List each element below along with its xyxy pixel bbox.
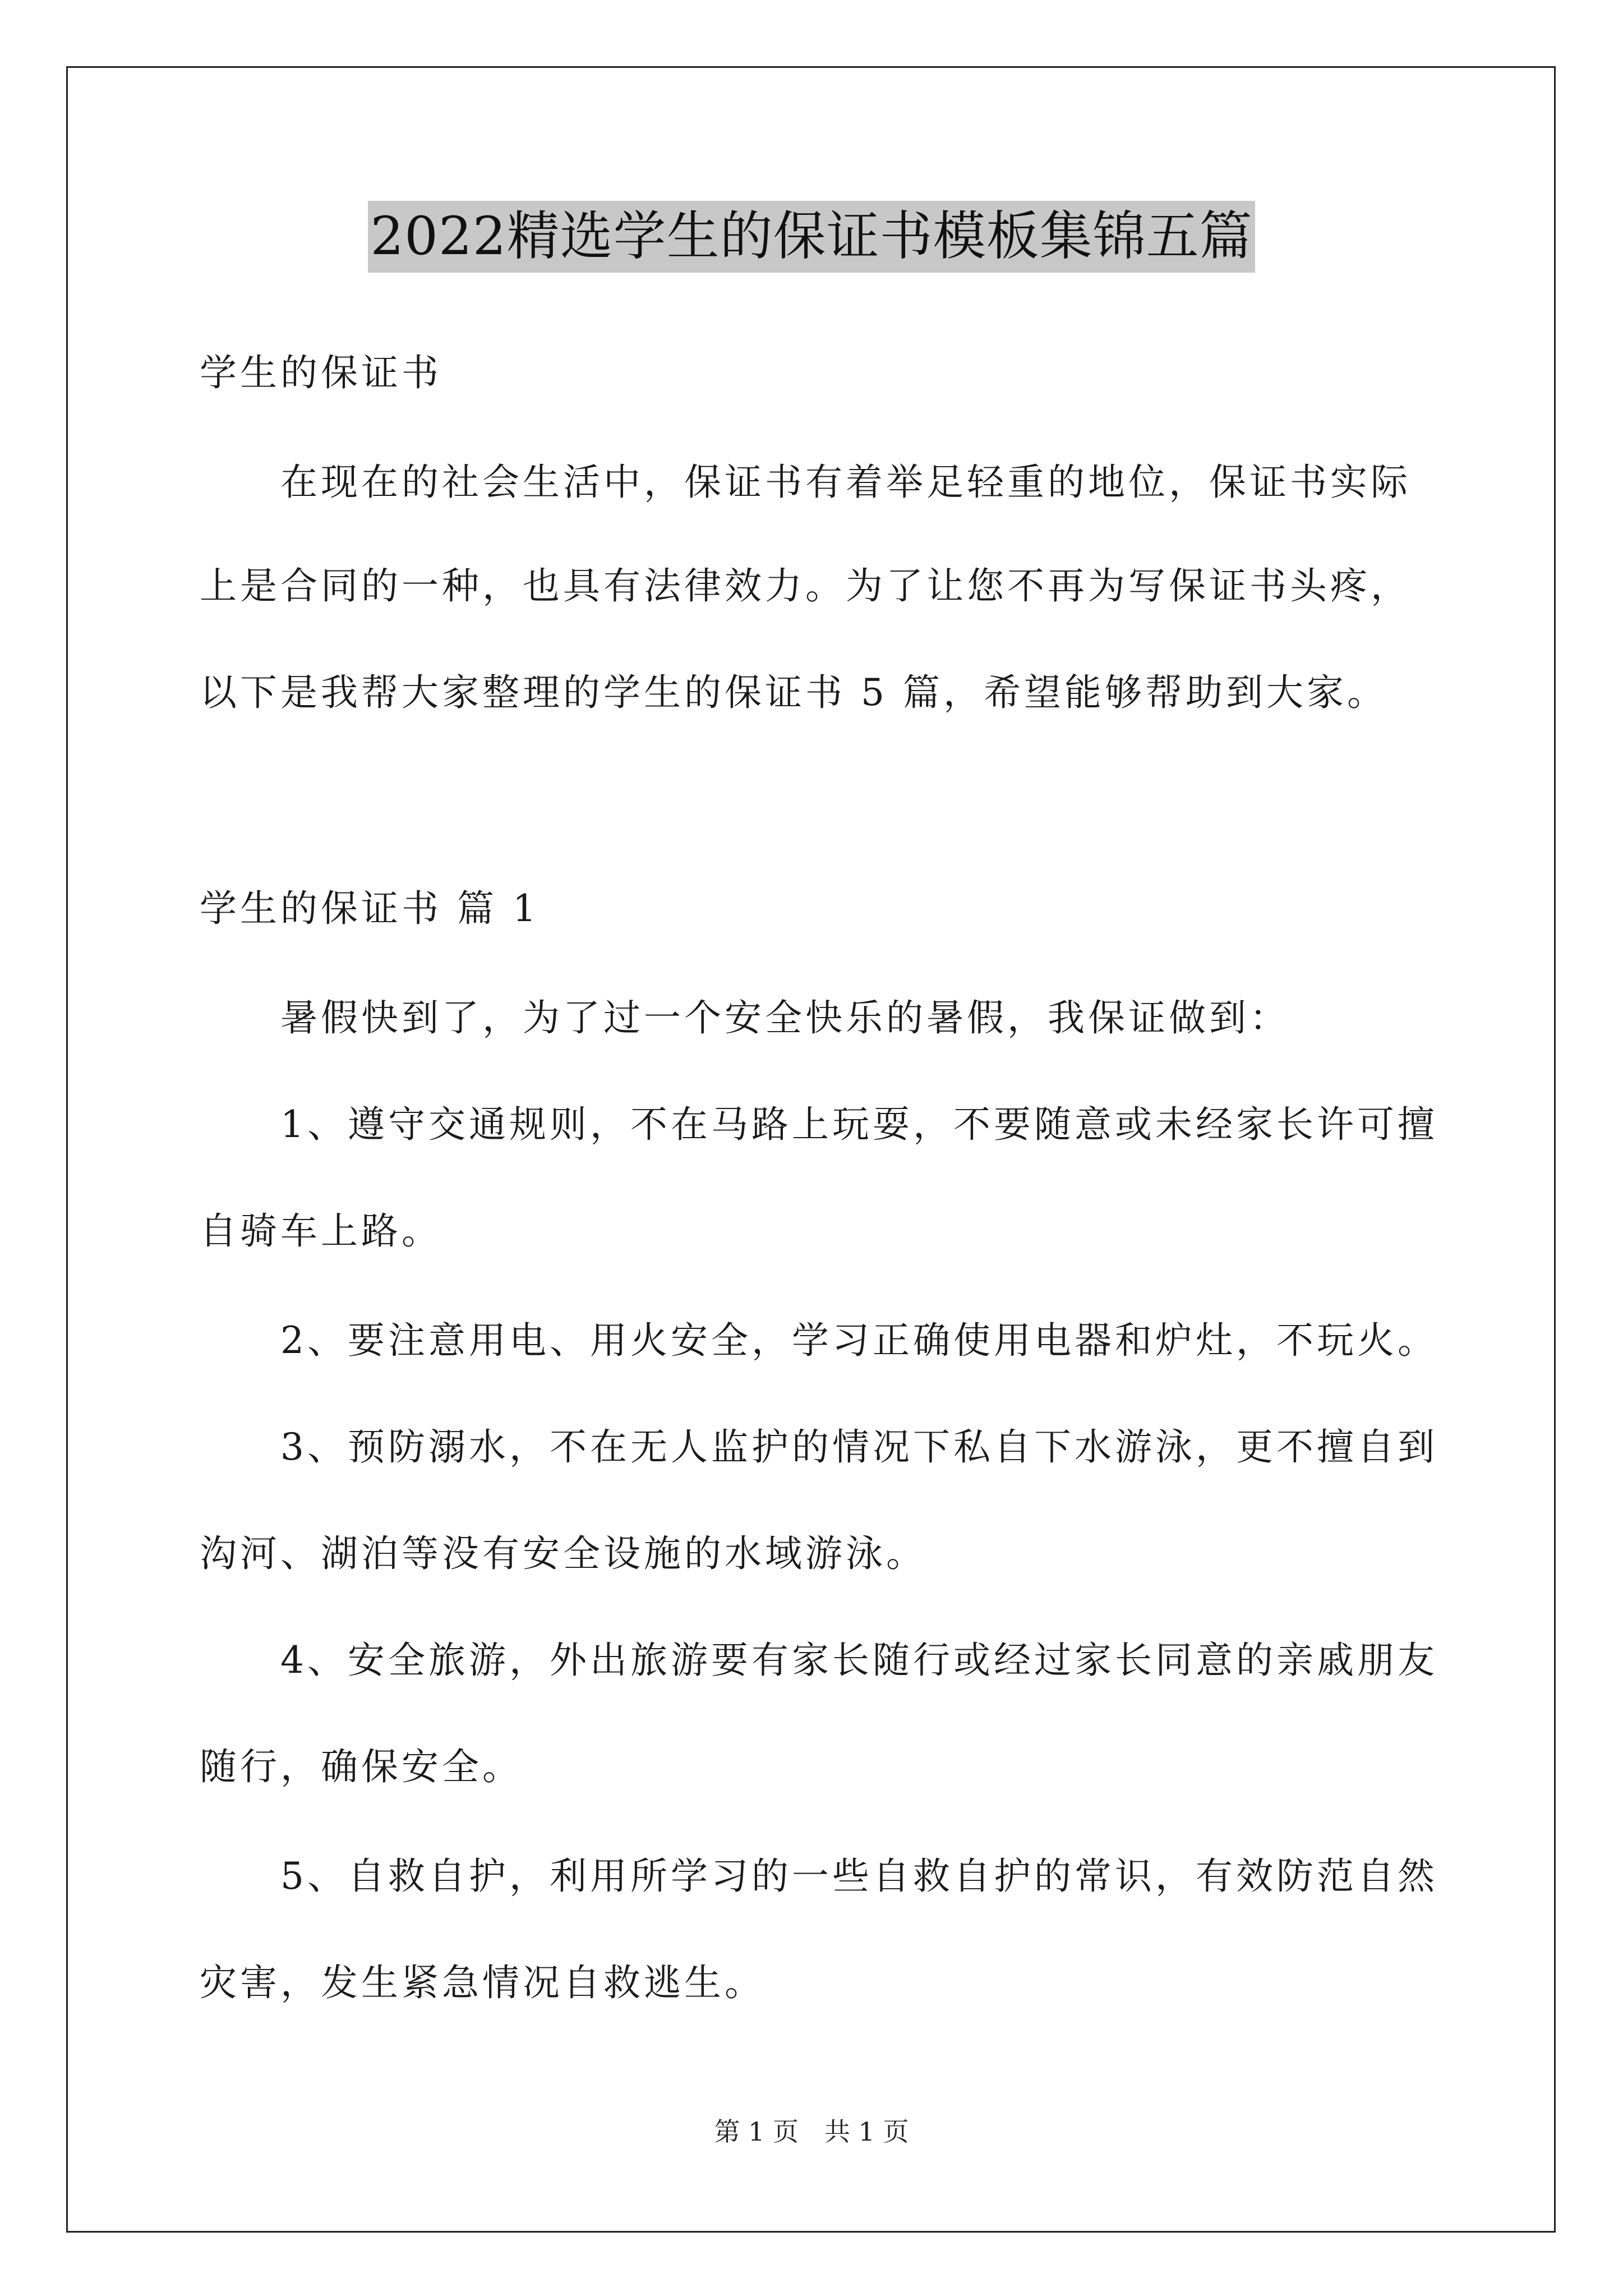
- intro-paragraph-line: 在现在的社会生活中，保证书有着举足轻重的地位，保证书实际: [280, 461, 1411, 504]
- list-item-5-line: 5、自救自护，利用所学习的一些自救自护的常识，有效防范自然: [280, 1855, 1438, 1898]
- document-title: 2022精选学生的保证书模板集锦五篇: [368, 201, 1255, 273]
- list-item-4-line: 随行，确保安全。: [200, 1745, 523, 1788]
- page-footer: 第 1 页 共 1 页: [714, 2116, 909, 2147]
- title-container: [0, 201, 1623, 273]
- list-item-4-line: 4、安全旅游，外出旅游要有家长随行或经过家长同意的亲戚朋友: [280, 1639, 1438, 1682]
- body-paragraph-line: 暑假快到了，为了过一个安全快乐的暑假，我保证做到：: [280, 996, 1290, 1039]
- intro-paragraph-line: 以下是我帮大家整理的学生的保证书 5 篇，希望能够帮助到大家。: [200, 671, 1387, 714]
- list-item-1-line: 自骑车上路。: [200, 1209, 442, 1253]
- list-item-1-line: 1、遵守交通规则，不在马路上玩耍，不要随意或未经家长许可擅: [280, 1103, 1438, 1146]
- list-item-3-line: 3、预防溺水，不在无人监护的情况下私自下水游泳，更不擅自到: [280, 1425, 1438, 1469]
- intro-heading: 学生的保证书: [200, 351, 442, 394]
- list-item-2-line: 2、要注意用电、用火安全，学习正确使用电器和炉灶，不玩火。: [280, 1319, 1438, 1362]
- list-item-3-line: 沟河、湖泊等没有安全设施的水域游泳。: [200, 1532, 926, 1575]
- intro-paragraph-line: 上是合同的一种，也具有法律效力。为了让您不再为写保证书头疼，: [200, 564, 1411, 608]
- list-item-5-line: 灾害，发生紧急情况自救逃生。: [200, 1961, 765, 2004]
- section-heading: 学生的保证书 篇 1: [200, 887, 540, 930]
